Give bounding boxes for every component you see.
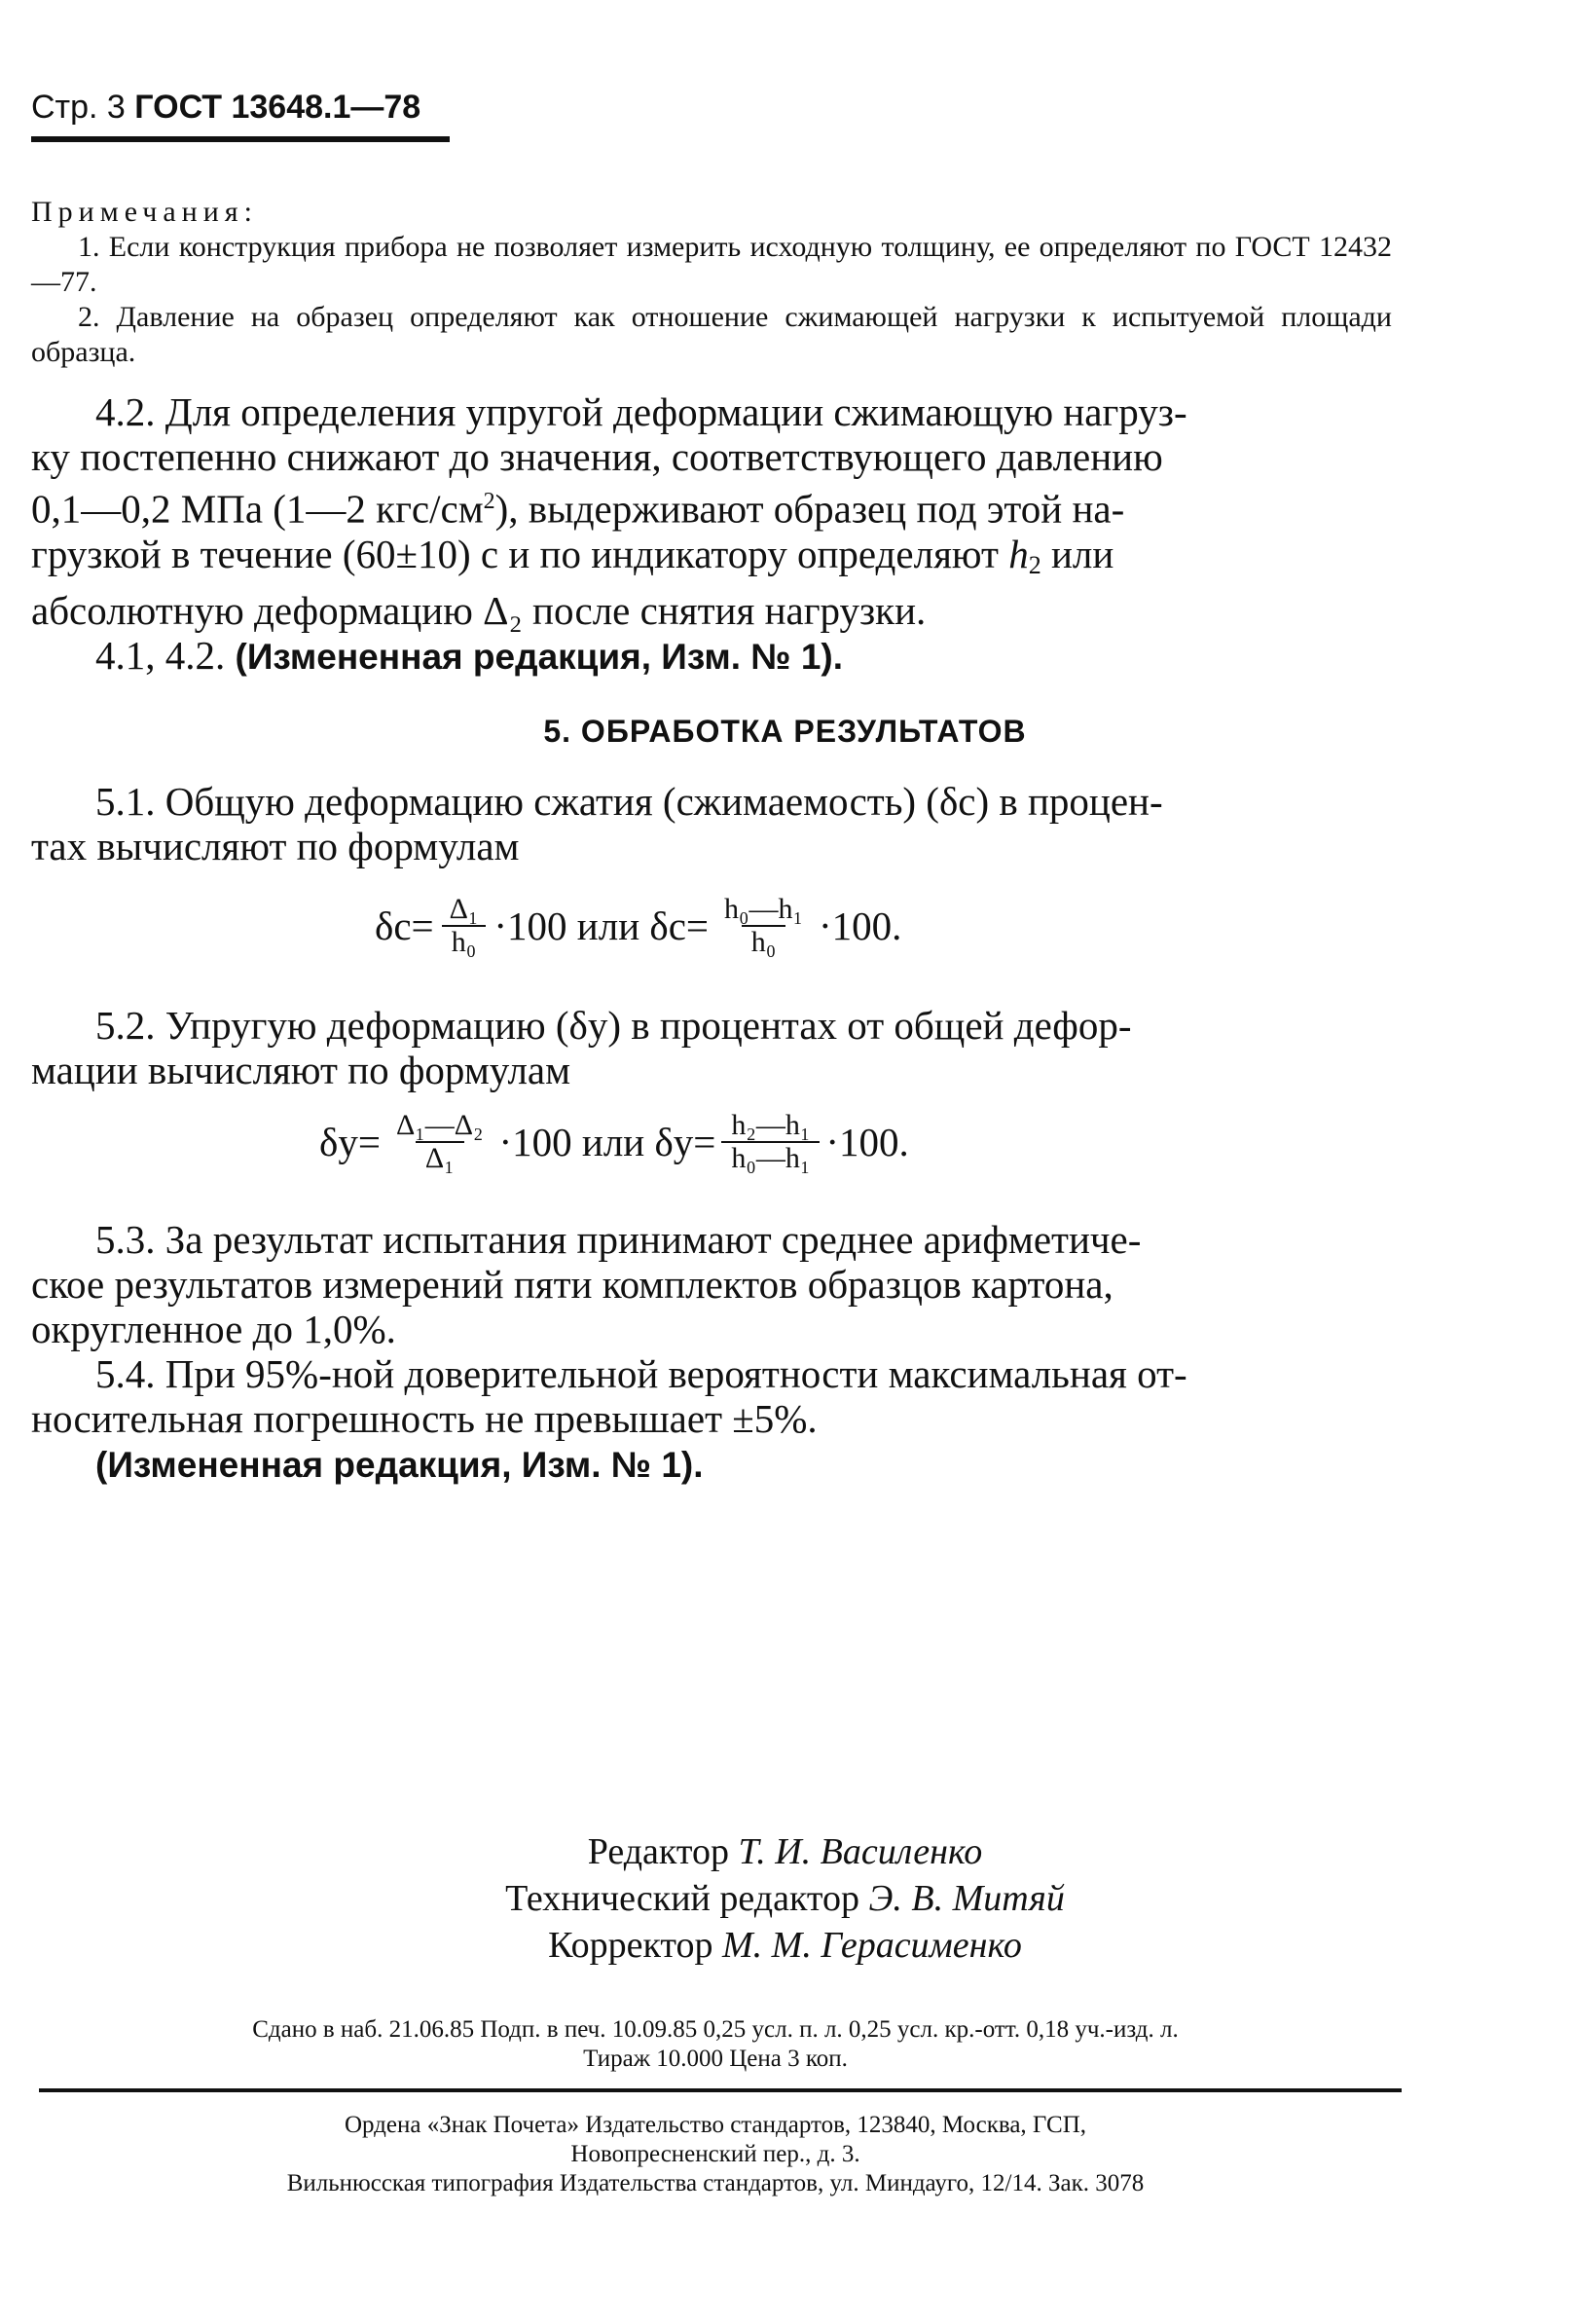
credit-corrector: Корректор М. М. Герасименко: [548, 1925, 1022, 1966]
credits-block: [0, 1828, 1570, 1969]
imprint-divider: [39, 2088, 1402, 2092]
notes-title: Примечания:: [31, 196, 258, 228]
p5-3-line1: 5.3. За результат испытания принимают среднее арифметиче-: [95, 1217, 1142, 1262]
page-header: [31, 86, 450, 142]
amendment-note-1: 4.1, 4.2. (Измененная редакция, Изм. № 1).: [95, 632, 844, 678]
note-2: 2. Давление на образец определяют как отношение сжимающей нагрузки к испытуемой площади образца.: [31, 301, 1392, 368]
imprint-line5: Вильнюсская типография Издательства стандартов, ул. Миндауго, 12/14. Зак. 3078: [286, 2170, 1145, 2196]
imprint-line2: Тираж 10.000 Цена 3 коп.: [583, 2046, 848, 2072]
credit-editor: Редактор Т. И. Василенко: [587, 1831, 983, 1872]
paragraph-5-1: [31, 779, 1392, 868]
credit-tech-editor: Технический редактор Э. В. Митяй: [505, 1878, 1065, 1919]
paragraph-5-2: [31, 1003, 1392, 1092]
p5-3-line2: ское результатов измерений пяти комплектов образцов картона,: [31, 1262, 1114, 1307]
p4-2-line3: 0,1—0,2 МПа (1—2 кгс/$см^2$), выдерживают образец под этой на-: [31, 486, 1125, 532]
p5-4-line1: 5.4. При 95%-ной доверительной вероятности максимальная от-: [95, 1351, 1187, 1396]
p4-2-line4: грузкой в течение (60±10) с и по индикатору определяют $h_2$ или: [31, 531, 1114, 579]
p4-2-line1: 4.2. Для определения упругой деформации сжимающую нагруз-: [95, 389, 1187, 434]
imprint-line4: Новопресненский пер., д. 3.: [570, 2141, 860, 2167]
p4-2-line5: абсолютную деформацию Δ₂ после снятия нагрузки.: [31, 587, 927, 633]
standard-number: ГОСТ 13648.1—78: [134, 89, 421, 126]
p5-2-line1: 5.2. Упругую деформацию (δy) в процентах от общей дефор-: [95, 1003, 1132, 1048]
section-5-title: 5. ОБРАБОТКА РЕЗУЛЬТАТОВ: [543, 714, 1027, 749]
paragraphs-5-3-5-4: [31, 1217, 1392, 1488]
imprint-line1: Сдано в наб. 21.06.85 Подп. в печ. 10.09.85 0,25 усл. п. л. 0,25 усл. кр.-отт. 0,18 уч.-изд. л.: [252, 2016, 1179, 2043]
print-data: [29, 2015, 1402, 2074]
p5-1-line2: тах вычисляют по формулам: [31, 824, 520, 868]
formula-elastic-deformation: δy= $\frac{\text{Δ₁—Δ₂}}{\text{Δ₁}}$ ·100 или δy= $\frac{\text{h₂—h₁}}{\text{h₀—h₁}}$ ·100.: [319, 1109, 909, 1174]
amendment-note-2: (Измененная редакция, Изм. № 1).: [95, 1445, 704, 1485]
page-number: Стр. 3: [31, 89, 126, 126]
p5-1-line1: 5.1. Общую деформацию сжатия (сжимаемость) (δc) в процен-: [95, 779, 1163, 824]
p4-2-line2: ку постепенно снижают до значения, соответствующего давлению: [31, 434, 1163, 479]
p5-4-line2: носительная погрешность не превышает ±5%.: [31, 1396, 818, 1441]
notes-block: [31, 195, 1392, 370]
paragraph-4-2: [31, 389, 1392, 680]
p5-2-line2: мации вычисляют по формулам: [31, 1048, 571, 1092]
imprint-line3: Ордена «Знак Почета» Издательство стандартов, 123840, Москва, ГСП,: [344, 2112, 1087, 2138]
note-1: 1. Если конструкция прибора не позволяет измерить исходную толщину, ее определяют по ГОСТ 12432—77.: [31, 231, 1392, 298]
p5-3-line3: округленное до 1,0%.: [31, 1307, 396, 1351]
publisher-info: [29, 2111, 1402, 2198]
formula-compressibility: δc= $\frac{\text{Δ₁}}{\text{h₀}}$ ·100 или δc= $\frac{\text{h₀—h₁}}{\text{h₀}}$ ·100.: [375, 893, 902, 958]
